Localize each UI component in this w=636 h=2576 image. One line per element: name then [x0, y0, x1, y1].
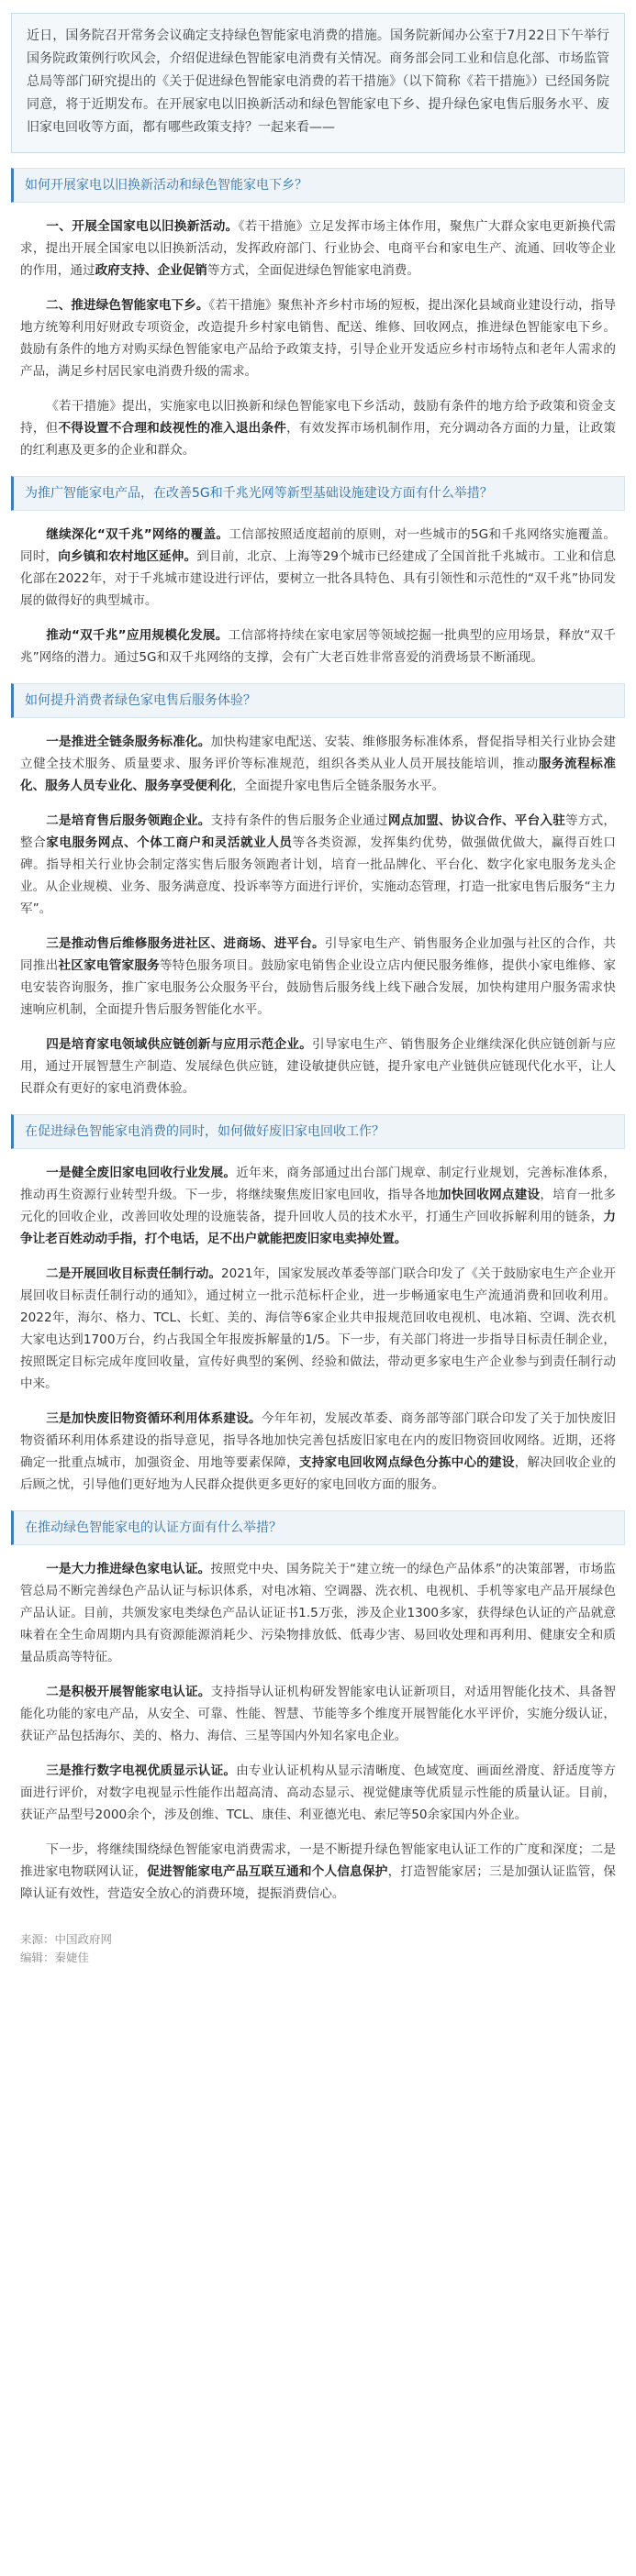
answer-paragraph: [20, 1681, 616, 1747]
answer-paragraph: [20, 1162, 616, 1250]
question-heading: 在推动绿色智能家电的认证方面有什么举措？: [11, 1510, 625, 1545]
question-heading: 如何提升消费者绿色家电售后服务体验？: [11, 683, 625, 718]
body-text: 引导家电生产、销售服务企业加强与社区的合作，共同推出: [20, 936, 617, 973]
emphasis-text: 加快回收网点建设: [438, 1188, 541, 1202]
emphasis-text: 政府支持、企业促销: [95, 263, 207, 278]
body-text: 工信部将持续在家电家居等领域挖掘一批典型的应用场景，释放“双千兆”网络的潜力。通过5G和双千兆网络的支撑，会有广大老百姓非常喜爱的消费场景不断涌现。: [20, 628, 616, 665]
emphasis-text: 继续深化“双千兆”网络的覆盖。: [46, 527, 229, 542]
body-text: 2021年，国家发展改革委等部门联合印发了《关于鼓励家电生产企业开展回收目标责任制行动的通知》，通过树立一批示范标杆企业，进一步畅通家电生产流通消费和回收利用。2022年，海尔、格力、TCL、长虹、美的、海信等6家企业共申报规范回收电视机、电冰箱、空调、洗衣机大家电达到1700万台，约占我国全年报废拆解量的1/5。下一步，有关部门将进一步指导目标责任制企业，按照既定目标完成年度回收量，宣传好典型的案例、经验和做法，带动更多家电生产企业参与到责任制行动中来。: [20, 1266, 617, 1391]
question-heading: 如何开展家电以旧换新活动和绿色智能家电下乡？: [11, 168, 625, 203]
emphasis-text: 家电服务网点、个体工商户和灵活就业人员: [46, 835, 293, 850]
body-text: ，有效发挥市场机制作用，充分调动各方面的力量，让政策的红利惠及更多的企业和群众。: [20, 421, 617, 458]
body-text: 由专业认证机构从显示清晰度、色域宽度、画面丝滑度、舒适度等方面进行评价，对数字电视显示性能作出超高清、高动态显示、视觉健康等优质显示性能的质量认证。目前，获证产品型号2000余个，涉及创维、TCL、康佳、利亚德光电、索尼等50余家国内外企业。: [20, 1763, 617, 1822]
answer-paragraph: [20, 1263, 616, 1395]
answer-paragraph: [20, 810, 616, 920]
article-page: [0, 13, 636, 1967]
body-text: 到目前，北京、上海等29个城市已经建成了全国首批千兆城市。工业和信息化部在2022年，对于千兆城市建设进行评估，要树立一批各具特色、具有引领性和示范性的“双千兆”协同发展的做得好的典型城市。: [20, 549, 617, 608]
qa-section: [0, 168, 636, 461]
emphasis-text: 二是开展回收目标责任制行动。: [46, 1266, 221, 1281]
answer-paragraph: [20, 933, 616, 1021]
qa-section: [0, 476, 636, 669]
body-text: 按照党中央、国务院关于“建立统一的绿色产品体系”的决策部署，市场监管总局不断完善绿色产品认证与标识体系，对电冰箱、空调器、洗衣机、电视机、手机等家电产品开展绿色产品认证。目前，共颁发家电类绿色产品认证证书1.5万张，涉及企业1300多家，获得绿色认证的产品就意味着在全生命周期内具有资源能源消耗少、污染物排放低、低毒少害、易回收处理和再利用、健康安全和质量品质高等特征。: [20, 1562, 616, 1664]
intro-box: [11, 13, 625, 153]
question-heading: 为推广智能家电产品，在改善5G和千兆光网等新型基础设施建设方面有什么举措？: [11, 476, 625, 511]
emphasis-text: 向乡镇和农村地区延伸。: [58, 549, 197, 564]
body-text: 《若干措施》提出，实施家电以旧换新和绿色智能家电下乡活动，鼓励有条件的地方给予政策和资金支持，但: [20, 399, 616, 436]
emphasis-text: 力争让老百姓动动手指，打个电话，足不出户就能把废旧家电卖掉处置。: [20, 1210, 616, 1246]
answer-paragraph: [20, 524, 616, 612]
emphasis-text: 一、开展全国家电以旧换新活动。: [46, 219, 239, 234]
answer-paragraph: [20, 1408, 616, 1496]
source-line: 来源：中国政府网: [20, 1932, 113, 1946]
body-text: 等特色服务项目。鼓励家电销售企业设立店内便民服务维修，提供小家电维修、家电安装咨询服务，推广家电服务公众服务平台，鼓励售后服务线上线下融合发展，加快构建用户服务需求快速响应机制，全面提升售后服务智能化水平。: [20, 958, 617, 1017]
emphasis-text: 促进智能家电产品互联互通和个人信息保护: [147, 1864, 388, 1879]
body-text: ，培育一批多元化的回收企业，改善回收处理的设施装备，提升回收人员的技术水平，打通生产回收拆解利用的链条，: [20, 1188, 617, 1224]
body-text: 今年年初，发展改革委、商务部等部门联合印发了关于加快废旧物资循环利用体系建设的指导意见，指导各地加快完善包括废旧家电在内的废旧物资回收网络。近期，还将确定一批重点城市，加强资金、用地等要素保障，: [20, 1411, 617, 1470]
emphasis-text: 不得设置不合理和歧视性的准入退出条件: [58, 421, 287, 436]
article-footer: [20, 1930, 616, 1967]
answer-paragraph: [20, 1034, 616, 1100]
emphasis-text: 二、推进绿色智能家电下乡。: [46, 298, 209, 313]
body-text: 等各类资源，发挥集约优势，做强做优做大，赢得百姓口碑。指导相关行业协会制定落实售后服务领跑者计划，培育一批品牌化、平台化、数字化家电服务龙头企业。从企业规模、业务、服务满意度、投诉率等方面进行评价，实施动态管理，打造一批家电售后服务“主力军”。: [20, 835, 617, 916]
emphasis-text: 支持家电回收网点绿色分拣中心的建设: [298, 1455, 515, 1470]
body-text: ，解决回收企业的后顾之忧，引导他们更好地为人民群众提供更多更好的家电回收方面的服务。: [20, 1455, 617, 1492]
emphasis-text: 服务流程标准化、服务人员专业化、服务享受便利化: [20, 757, 617, 793]
emphasis-text: 一是大力推进绿色家电认证。: [46, 1562, 211, 1576]
body-text: 《若干措施》聚焦补齐乡村市场的短板，提出深化县域商业建设行动，指导地方统筹利用好财政专项资金，改造提升乡村家电销售、配送、维修、回收网点，推进绿色智能家电下乡。鼓励有条件的地方对购买绿色智能家电产品给予政策支持，引导企业开发适应乡村市场特点和老年人需求的产品，满足乡村居民家电消费升级的需求。: [20, 298, 617, 379]
qa-section: [0, 1510, 636, 1905]
emphasis-text: 三是加快废旧物资循环利用体系建设。: [46, 1411, 262, 1426]
body-text: 近年来，商务部通过出台部门规章、制定行业规划，完善标准体系，推动再生资源行业转型升级。下一步，将继续聚焦废旧家电回收，指导各地: [20, 1166, 617, 1202]
body-text: 《若干措施》立足发挥市场主体作用，聚焦广大群众家电更新换代需求，提出开展全国家电以旧换新活动，发挥政府部门、行业协会、电商平台和家电生产、流通、回收等企业的作用，通过: [20, 219, 616, 278]
body-text: ，打造智能家居；三是加强认证监管，保障认证有效性，营造安全放心的消费环境，提振消费信心。: [20, 1864, 617, 1901]
answer-paragraph: [20, 731, 616, 797]
emphasis-text: 推动“双千兆”应用规模化发展。: [46, 628, 229, 643]
body-text: 下一步，将继续围绕绿色智能家电消费需求，一是不断提升绿色智能家电认证工作的广度和深度；二是推进家电物联网认证，: [20, 1842, 616, 1879]
emphasis-text: 四是培育家电领域供应链创新与应用示范企业。: [46, 1037, 313, 1052]
emphasis-text: 三是推动售后维修服务进社区、进商场、进平台。: [46, 936, 325, 951]
answer-paragraph: [20, 216, 616, 282]
body-text: 加快构建家电配送、安装、维修服务标准体系，督促指导相关行业协会建立健全技术服务、质量要求、服务评价等标准规范，组织各类从业人员开展技能培训，推动: [20, 735, 617, 771]
editor-line: 编辑：秦婕佳: [20, 1951, 90, 1964]
emphasis-text: 网点加盟、协议合作、平台入驻: [387, 813, 566, 828]
answer-paragraph: [20, 294, 616, 382]
qa-section: [0, 1114, 636, 1496]
qa-section: [0, 683, 636, 1100]
emphasis-text: 一是推进全链条服务标准化。: [46, 735, 211, 749]
answer-paragraph: [20, 1760, 616, 1826]
body-text: 等方式，全面促进绿色智能家电消费。: [206, 263, 419, 278]
article-sections: [0, 168, 636, 1905]
answer-paragraph: [20, 395, 616, 461]
emphasis-text: 二是培育售后服务领跑企业。: [46, 813, 211, 828]
answer-paragraph: [20, 625, 616, 669]
body-text: 支持有条件的售后服务企业通过: [210, 813, 388, 828]
emphasis-text: 三是推行数字电视优质显示认证。: [46, 1763, 237, 1778]
answer-paragraph: [20, 1558, 616, 1668]
emphasis-text: 社区家电管家服务: [58, 958, 160, 973]
body-text: ，全面提升家电售后全链条服务水平。: [232, 779, 445, 793]
emphasis-text: 二是积极开展智能家电认证。: [46, 1685, 211, 1699]
intro-text: 近日，国务院召开常务会议确定支持绿色智能家电消费的措施。国务院新闻办公室于7月22日下午举行国务院政策例行吹风会，介绍促进绿色智能家电消费有关情况。商务部会同工业和信息化部、市场监管总局等部门研究提出的《关于促进绿色智能家电消费的若干措施》（以下简称《若干措施》）已经国务院同意，将于近期发布。在开展家电以旧换新活动和绿色智能家电下乡、提升绿色家电售后服务水平、废旧家电回收等方面，都有哪些政策支持？一起来看——: [27, 28, 609, 135]
question-heading: 在促进绿色智能家电消费的同时，如何做好废旧家电回收工作？: [11, 1114, 625, 1149]
emphasis-text: 一是健全废旧家电回收行业发展。: [46, 1166, 237, 1180]
body-text: 引导家电生产、销售服务企业继续深化供应链创新与应用，通过开展智慧生产制造、发展绿色供应链，建设敏捷供应链，提升家电产业链供应链现代化水平，让人民群众有更好的家电消费体验。: [20, 1037, 617, 1096]
body-text: 工信部按照适度超前的原则，对一些城市的5G和千兆网络实施覆盖。同时，: [20, 527, 616, 564]
answer-paragraph: [20, 1839, 616, 1905]
body-text: 等方式，整合: [20, 813, 617, 850]
body-text: 支持指导认证机构研发智能家电认证新项目，对适用智能化技术、具备智能化功能的家电产品，从安全、可靠、性能、智慧、节能等多个维度开展智能化水平评价，实施分级认证，获证产品包括海尔、美的、格力、海信、三星等国内外知名家电企业。: [20, 1685, 617, 1743]
